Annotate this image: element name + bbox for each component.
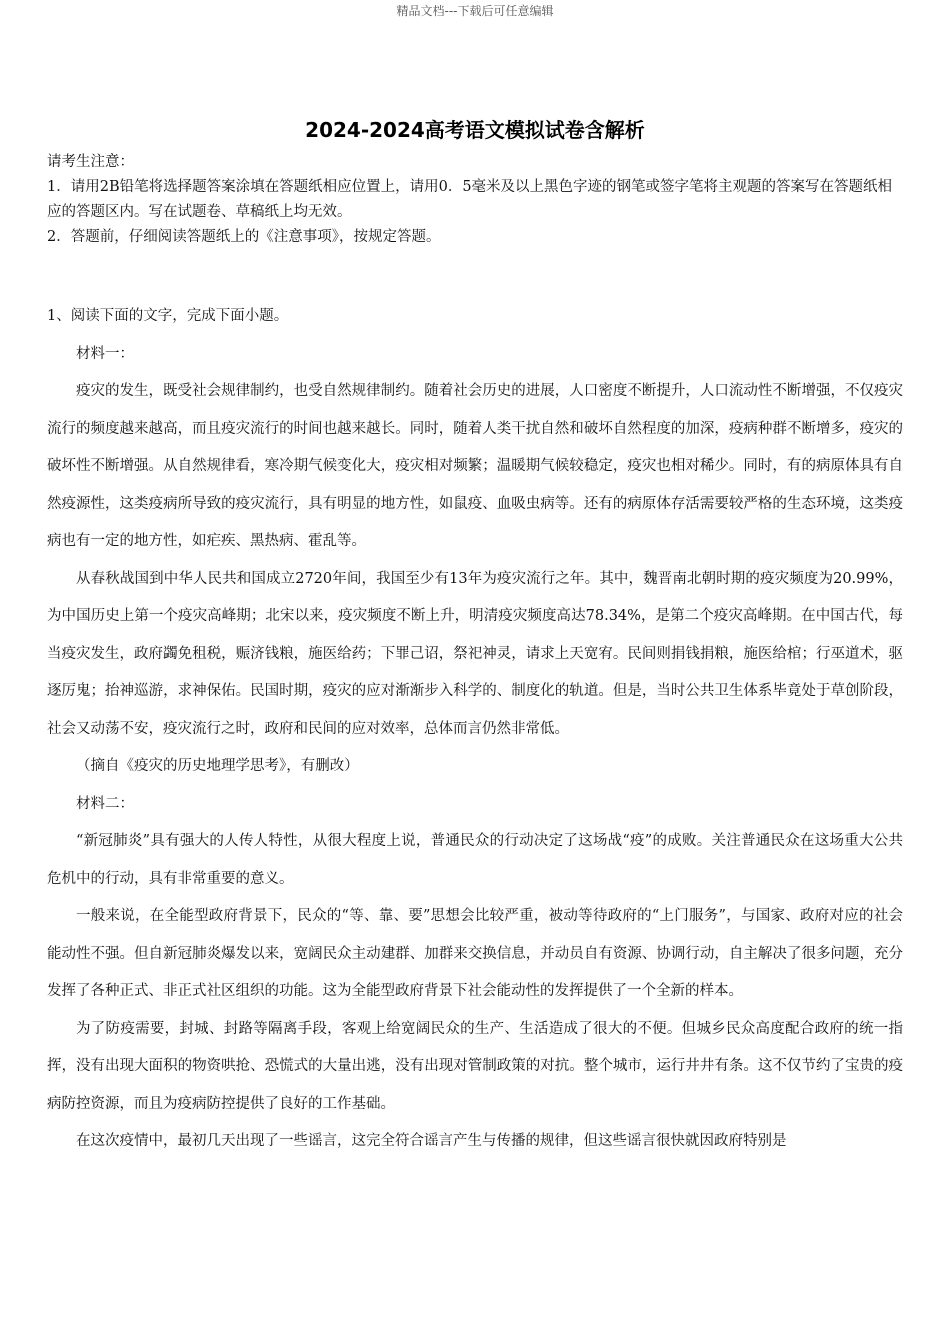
header-note: 精品文档---下载后可任意编辑 <box>396 4 554 18</box>
material2-paragraph: 一般来说，在全能型政府背景下，民众的“等、靠、要”思想会比较严重，被动等待政府的“上门服务”，与国家、政府对应的社会能动性不强。但自新冠肺炎爆发以来，宽阔民众主动建群、加群来交换信息，并动员自有资源、协调行动，自主解决了很多问题，充分发挥了各种正式、非正式社区组织的功能。这为全能型政府背景下社会能动性的发挥提供了一个全新的样本。 <box>47 908 903 999</box>
question-content <box>47 298 903 1161</box>
material2-paragraph: 为了防疫需要，封城、封路等隔离手段，客观上给宽阔民众的生产、生活造成了很大的不便。但城乡民众高度配合政府的统一指挥，没有出现大面积的物资哄抢、恐慌式的大量出逃，没有出现对管制政策的对抗。整个城市，运行井井有条。这不仅节约了宝贵的疫病防控资源，而且为疫病防控提供了良好的工作基础。 <box>47 1020 903 1112</box>
notice-section <box>47 150 903 250</box>
material2-paragraph: “新冠肺炎”具有强大的人传人特性，从很大程度上说，普通民众的行动决定了这场战“疫”的成败。关注普通民众在这场重大公共危机中的行动，具有非常重要的意义。 <box>47 833 903 887</box>
material2-paragraph: 在这次疫情中，最初几天出现了一些谣言，这完全符合谣言产生与传播的规律，但这些谣言很快就因政府特别是 <box>76 1133 787 1149</box>
notice-heading: 请考生注意： <box>47 154 134 170</box>
material1-paragraph: 从春秋战国到中华人民共和国成立2720年间，我国至少有13年为疫灾流行之年。其中，魏晋南北朝时期的疫灾频度为20.99%，为中国历史上第一个疫灾高峰期；北宋以来，疫灾频度不断上升，明清疫灾频度高达78.34%，是第二个疫灾高峰期。在中国古代，每当疫灾发生，政府蠲免租税，赈济钱粮，施医给药；下罪己诏，祭祀神灵，请求上天宽宥。民间则捐钱捐粮，施医给棺；行巫道术，驱逐厉鬼；抬神巡游，求神保佑。民国时期，疫灾的应对渐渐步入科学的、制度化的轨道。但是，当时公共卫生体系毕竟处于草创阶段，社会又动荡不安，疫灾流行之时，政府和民间的应对效率，总体而言仍然非常低。 <box>47 570 903 737</box>
material1-label: 材料一： <box>76 345 134 362</box>
page-title: 2024-2024高考语文模拟试卷含解析 <box>305 118 645 142</box>
notice-item: 2．答题前，仔细阅读答题纸上的《注意事项》，按规定答题。 <box>47 229 441 245</box>
notice-item: 1．请用2B铅笔将选择题答案涂填在答题纸相应位置上，请用0．5毫米及以上黑色字迹的钢笔或签字笔将主观题的答案写在答题纸相应的答题区内。写在试题卷、草稿纸上均无效。 <box>47 179 893 220</box>
material1-source: （摘自《疫灾的历史地理学思考》，有删改） <box>76 758 359 774</box>
material2-label: 材料二： <box>76 795 134 812</box>
question-prompt: 1、阅读下面的文字，完成下面小题。 <box>47 308 289 324</box>
material1-paragraph: 疫灾的发生，既受社会规律制约，也受自然规律制约。随着社会历史的进展，人口密度不断提升，人口流动性不断增强，不仅疫灾流行的频度越来越高，而且疫灾流行的时间也越来越长。同时，随着人类干扰自然和破坏自然程度的加深，疫病种群不断增多，疫灾的破坏性不断增强。从自然规律看，寒冷期气候变化大，疫灾相对频繁；温暖期气候较稳定，疫灾也相对稀少。同时，有的病原体具有自然疫源性，这类疫病所导致的疫灾流行，具有明显的地方性，如鼠疫、血吸虫病等。还有的病原体存活需要较严格的生态环境，这类疫病也有一定的地方性，如疟疾、黑热病、霍乱等。 <box>47 383 903 549</box>
